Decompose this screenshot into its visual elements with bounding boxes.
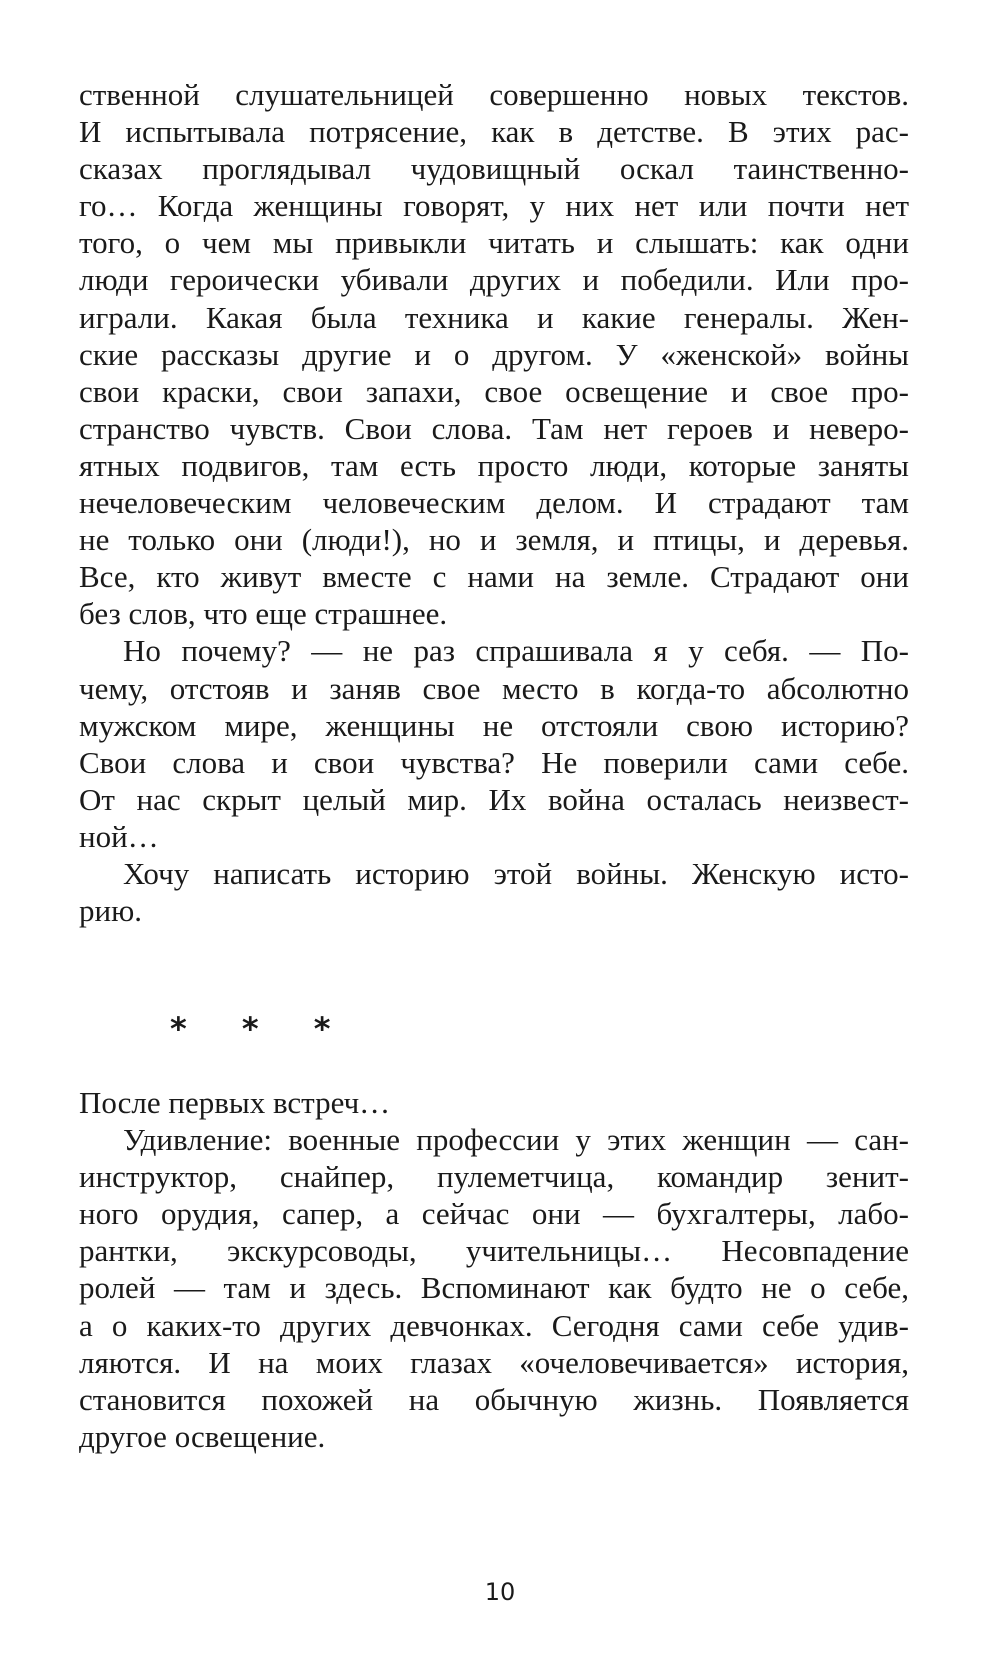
text-line: странство чувств. Свои слова. Там нет героев и неверо- — [79, 410, 909, 446]
text-line: рию. — [79, 893, 142, 929]
text-line: От нас скрыт целый мир. Их война осталась неизвест- — [79, 781, 909, 817]
text-line: свои краски, свои запахи, свое освещение и свое про- — [79, 373, 909, 409]
text-line: ляются. И на моих глазах «очеловечивается» история, — [79, 1344, 909, 1380]
text-line: Удивление: военные профессии у этих женщин — сан- — [123, 1122, 909, 1158]
section-separator: * * * — [170, 1010, 353, 1048]
text-line: рантки, экскурсоводы, учительницы… Несовпадение — [79, 1233, 909, 1269]
text-line: а о каких-то других девчонках. Сегодня сами себе удив- — [79, 1307, 909, 1343]
text-line: сказах проглядывал чудовищный оскал таинственно- — [79, 151, 909, 187]
text-line: не только они (люди!), но и земля, и птицы, и деревья. — [79, 522, 909, 558]
text-line: И испытывала потрясение, как в детстве. В этих рас- — [79, 114, 909, 150]
text-line: инструктор, снайпер, пулеметчица, командир зенит- — [79, 1159, 909, 1195]
text-line: нечеловеческим человеческим делом. И страдают там — [79, 485, 909, 521]
text-line: ятных подвигов, там есть просто люди, которые заняты — [79, 447, 909, 483]
text-line: ролей — там и здесь. Вспоминают как будто не о себе, — [79, 1270, 909, 1306]
text-block-1 — [79, 76, 909, 929]
text-line: Свои слова и свои чувства? Не поверили сами себе. — [79, 744, 909, 780]
text-line: мужском мире, женщины не отстояли свою историю? — [79, 707, 909, 743]
text-line: ственной слушательницей совершенно новых текстов. — [79, 77, 909, 112]
text-line: После первых встреч… — [79, 1085, 391, 1120]
text-line: другое освещение. — [79, 1418, 326, 1454]
text-line: Но почему? — не раз спрашивала я у себя. — По- — [123, 633, 909, 669]
text-line: того, о чем мы привыкли читать и слышать: как одни — [79, 225, 909, 261]
text-line: люди героически убивали других и победили. Или про- — [79, 262, 909, 298]
text-line: Хочу написать историю этой войны. Женскую исто- — [123, 855, 909, 891]
text-line: ной… — [79, 818, 159, 854]
page-number: 10 — [484, 1578, 516, 1606]
text-line: го… Когда женщины говорят, у них нет или почти нет — [79, 188, 909, 224]
text-line: играли. Какая была техника и какие генералы. Жен- — [79, 299, 909, 335]
text-line: без слов, что еще страшнее. — [79, 596, 448, 632]
text-block-2 — [79, 1084, 909, 1455]
text-line: ного орудия, сапер, а сейчас они — бухгалтеры, лабо- — [79, 1196, 909, 1232]
text-line: Все, кто живут вместе с нами на земле. Страдают они — [79, 559, 909, 595]
text-line: чему, отстояв и заняв свое место в когда-то абсолютно — [79, 670, 909, 706]
text-line: становится похожей на обычную жизнь. Появляется — [79, 1381, 909, 1417]
text-line: ские рассказы другие и о другом. У «женской» войны — [79, 336, 909, 372]
